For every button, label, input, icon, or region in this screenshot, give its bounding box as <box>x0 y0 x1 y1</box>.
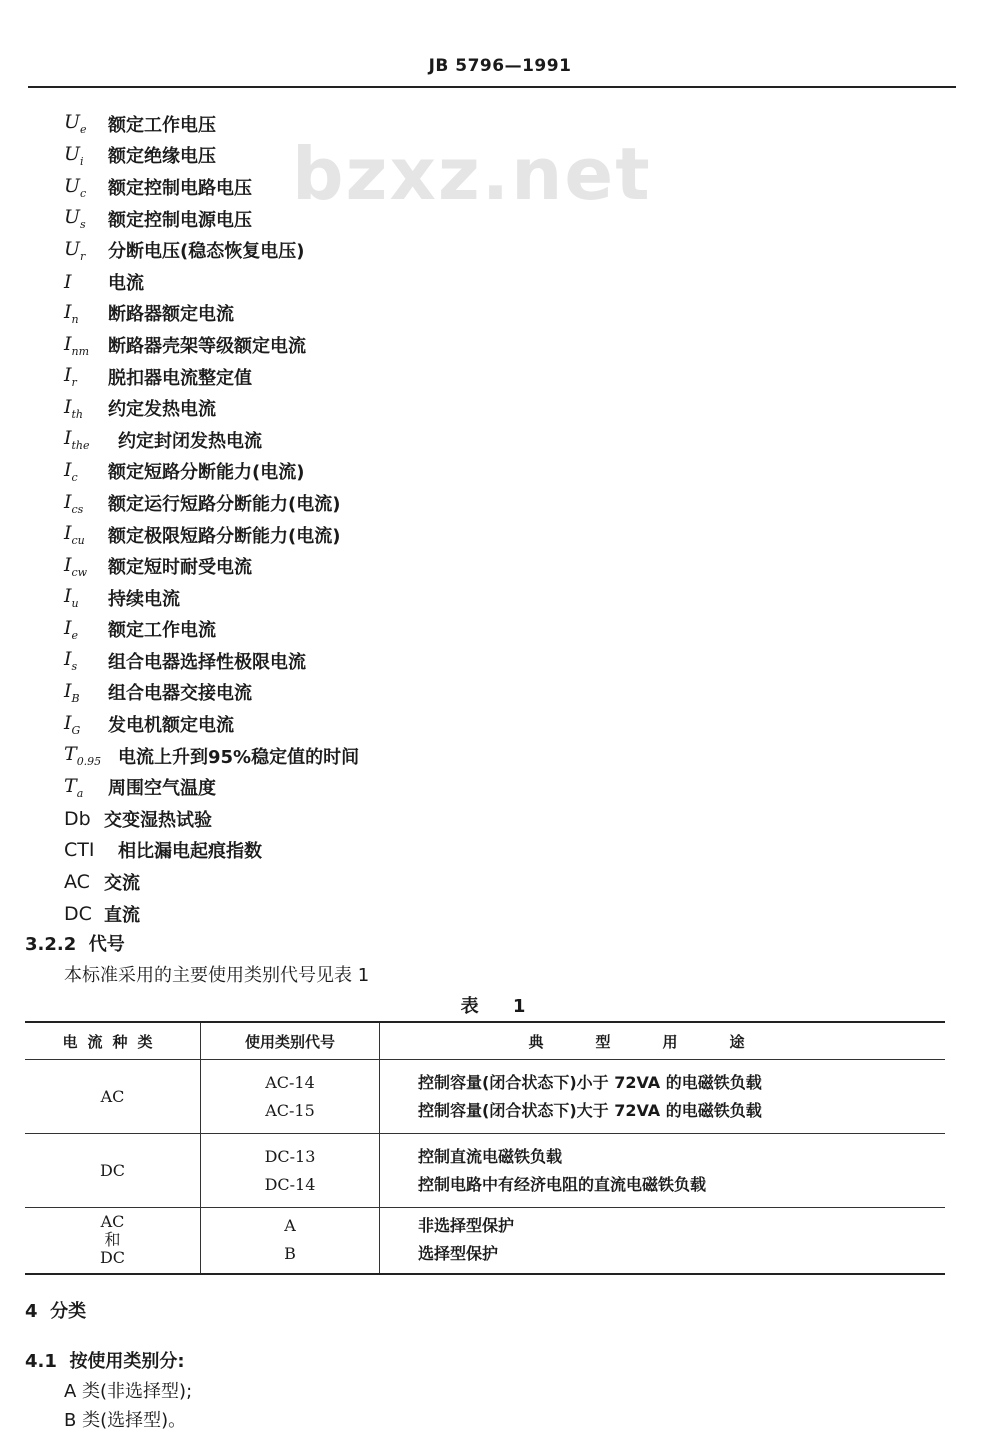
symbol-description: 发电机额定电流 <box>108 715 234 737</box>
symbol-row <box>64 708 624 740</box>
symbol-subscript: th <box>71 407 84 421</box>
symbol-base: DC <box>64 902 92 925</box>
symbol-description: 额定工作电流 <box>108 620 216 642</box>
usage-category-table <box>25 1021 945 1275</box>
symbol-description: 交变湿热试验 <box>104 809 212 831</box>
section-3-2-2-text: 本标准采用的主要使用类别代号见表 1 <box>64 965 370 986</box>
symbol-row <box>64 424 624 456</box>
symbol-base: I <box>64 332 72 355</box>
cell-line: B <box>284 1244 296 1264</box>
symbol-base: U <box>64 142 81 165</box>
table-row <box>25 1134 945 1208</box>
symbol-base: U <box>64 237 81 260</box>
symbol-row <box>64 677 624 709</box>
symbol-base: I <box>64 553 72 576</box>
cell-line: 和 <box>104 1230 121 1250</box>
symbol <box>64 175 108 200</box>
symbol-subscript: r <box>80 249 86 263</box>
symbol <box>64 301 108 326</box>
symbol-subscript: 0.95 <box>76 755 102 769</box>
header-rule <box>28 86 956 88</box>
symbol-description: 额定控制电路电压 <box>108 177 252 199</box>
section-title: 按使用类别分: <box>69 1351 185 1372</box>
symbol-description: 电流上升到95%稳定值的时间 <box>118 746 360 768</box>
symbol-description: 约定封闭发热电流 <box>118 430 262 452</box>
section-title: 代号 <box>88 934 125 955</box>
symbol-row <box>64 771 624 803</box>
symbol-row <box>64 392 624 424</box>
symbol-description: 约定发热电流 <box>108 399 216 421</box>
symbol-description: 相比漏电起痕指数 <box>118 841 262 863</box>
symbol-base: T <box>64 774 77 797</box>
table-cell <box>380 1134 946 1208</box>
cell-line: A <box>284 1216 296 1236</box>
symbol-subscript: nm <box>71 344 90 358</box>
table-header-typical-use: 典型用途 <box>380 1022 946 1060</box>
symbol-subscript: r <box>71 375 77 389</box>
symbol-subscript: cs <box>71 502 84 516</box>
section-title: 分类 <box>50 1301 87 1322</box>
symbol <box>64 396 108 421</box>
symbol-description: 额定极限短路分断能力(电流) <box>108 525 341 547</box>
symbol-row <box>64 803 624 835</box>
symbol-subscript: s <box>80 217 86 231</box>
symbol-base: I <box>64 270 72 293</box>
symbol-subscript: cu <box>71 533 85 547</box>
symbol-row <box>64 266 624 298</box>
cell-line: AC-15 <box>265 1100 315 1120</box>
symbol-base: Db <box>64 807 91 830</box>
symbol-subscript: a <box>76 786 84 800</box>
symbol <box>64 648 108 673</box>
symbol-row <box>64 550 624 582</box>
symbol <box>64 839 118 861</box>
document-number: JB 5796—1991 <box>428 56 572 76</box>
cell-line: DC-14 <box>264 1174 316 1194</box>
symbol-subscript: G <box>71 723 81 737</box>
table-cell <box>201 1060 380 1134</box>
cell-line: 选择型保护 <box>418 1244 499 1264</box>
symbol <box>64 903 104 925</box>
symbol-base: I <box>64 458 72 481</box>
symbol-subscript: n <box>71 312 79 326</box>
symbol <box>64 491 108 516</box>
cell-line: 非选择型保护 <box>418 1216 515 1236</box>
symbol-description: 持续电流 <box>108 588 180 610</box>
symbol-base: I <box>64 427 72 450</box>
symbol-base: I <box>64 680 72 703</box>
symbol <box>64 743 118 768</box>
symbol <box>64 808 104 830</box>
section-3-2-2-heading <box>25 930 125 956</box>
symbol-subscript: s <box>71 660 78 674</box>
cell-line: 控制容量(闭合状态下)大于 72VA 的电磁铁负载 <box>418 1100 762 1120</box>
symbol <box>64 617 108 642</box>
table-cell <box>201 1134 380 1208</box>
cell-line: AC <box>100 1086 125 1106</box>
cell-line: DC <box>99 1248 126 1268</box>
symbol-base: U <box>64 111 81 134</box>
symbol-row <box>64 487 624 519</box>
symbol-description: 直流 <box>104 904 140 926</box>
symbol-description: 额定绝缘电压 <box>108 146 216 168</box>
symbol-base: I <box>64 300 72 323</box>
symbol <box>64 427 118 452</box>
symbol <box>64 206 108 231</box>
section-4-heading <box>25 1297 86 1323</box>
section-number: 4 <box>25 1301 38 1322</box>
symbol-list <box>64 108 624 929</box>
symbol <box>64 238 108 263</box>
symbol-row <box>64 361 624 393</box>
symbol-row <box>64 298 624 330</box>
symbol-description: 组合电器选择性极限电流 <box>108 651 306 673</box>
table-row <box>25 1208 945 1274</box>
cell-line: DC-13 <box>264 1146 316 1166</box>
section-number: 4.1 <box>25 1351 57 1372</box>
symbol <box>64 554 108 579</box>
table-cell <box>25 1060 201 1134</box>
symbol-description: 周围空气温度 <box>108 778 216 800</box>
symbol-subscript: u <box>71 597 79 611</box>
symbol <box>64 871 104 893</box>
symbol-subscript: B <box>71 691 80 705</box>
table-header-category-code: 使用类别代号 <box>201 1022 380 1060</box>
symbol-row <box>64 203 624 235</box>
cell-line: 控制容量(闭合状态下)小于 72VA 的电磁铁负载 <box>418 1072 762 1092</box>
symbol-description: 额定运行短路分断能力(电流) <box>108 493 341 515</box>
table-row <box>25 1060 945 1134</box>
section-4-1-heading <box>25 1347 185 1373</box>
cell-line: 控制直流电磁铁负载 <box>418 1146 563 1166</box>
cell-line: DC <box>99 1160 126 1180</box>
cell-line: AC-14 <box>265 1072 315 1092</box>
symbol-base: T <box>64 743 77 766</box>
symbol-row <box>64 740 624 772</box>
symbol-row <box>64 519 624 551</box>
watermark: bzxz.net <box>292 132 652 216</box>
table-title: 表 1 <box>460 996 540 1017</box>
symbol-row <box>64 171 624 203</box>
class-b-item: B 类(选择型)。 <box>64 1410 187 1431</box>
symbol-row <box>64 234 624 266</box>
table-cell <box>25 1134 201 1208</box>
symbol-base: U <box>64 206 81 229</box>
symbol-subscript: e <box>80 123 87 137</box>
symbol-subscript: c <box>80 186 87 200</box>
symbol-row <box>64 456 624 488</box>
section-number: 3.2.2 <box>25 934 77 955</box>
symbol <box>64 143 108 168</box>
symbol-subscript: cw <box>71 565 88 579</box>
symbol <box>64 271 108 293</box>
symbol-base: I <box>64 648 72 671</box>
symbol <box>64 459 108 484</box>
symbol-base: I <box>64 616 72 639</box>
cell-line: 控制电路中有经济电阻的直流电磁铁负载 <box>418 1174 707 1194</box>
symbol-description: 断路器额定电流 <box>108 304 234 326</box>
symbol-subscript: the <box>71 439 90 453</box>
table-cell <box>380 1060 946 1134</box>
symbol-base: AC <box>64 871 90 894</box>
symbol-row <box>64 140 624 172</box>
symbol-description: 额定短时耐受电流 <box>108 557 252 579</box>
symbol <box>64 775 108 800</box>
symbol <box>64 680 108 705</box>
symbol-description: 电流 <box>108 272 144 294</box>
table-header-current-type: 电流种类 <box>25 1022 201 1060</box>
symbol-base: I <box>64 711 72 734</box>
symbol-description: 额定控制电源电压 <box>108 209 252 231</box>
symbol <box>64 111 108 136</box>
table-cell <box>380 1208 946 1274</box>
symbol-base: I <box>64 364 72 387</box>
class-a-item: A 类(非选择型); <box>64 1381 193 1402</box>
symbol-row <box>64 108 624 140</box>
table-cell <box>201 1208 380 1274</box>
symbol-row <box>64 614 624 646</box>
symbol <box>64 585 108 610</box>
symbol-subscript: e <box>71 628 79 642</box>
symbol-row <box>64 866 624 898</box>
symbol-subscript: i <box>80 154 84 168</box>
symbol-row <box>64 898 624 930</box>
symbol <box>64 522 108 547</box>
symbol-row <box>64 645 624 677</box>
symbol-base: I <box>64 522 72 545</box>
cell-line: AC <box>100 1212 125 1232</box>
symbol-description: 交流 <box>104 873 140 895</box>
symbol-description: 分断电压(稳态恢复电压) <box>108 241 305 263</box>
symbol-base: CTI <box>64 839 95 862</box>
symbol-row <box>64 582 624 614</box>
symbol-description: 组合电器交接电流 <box>108 683 252 705</box>
table-cell <box>25 1208 201 1274</box>
symbol <box>64 364 108 389</box>
symbol-description: 断路器壳架等级额定电流 <box>108 335 306 357</box>
symbol-base: I <box>64 395 72 418</box>
symbol-description: 额定短路分断能力(电流) <box>108 462 305 484</box>
symbol-base: I <box>64 585 72 608</box>
symbol <box>64 333 108 358</box>
symbol-description: 额定工作电压 <box>108 114 216 136</box>
symbol-base: I <box>64 490 72 513</box>
symbol-description: 脱扣器电流整定值 <box>108 367 252 389</box>
symbol-row <box>64 329 624 361</box>
symbol-subscript: c <box>71 470 78 484</box>
symbol-row <box>64 835 624 867</box>
symbol <box>64 712 108 737</box>
symbol-base: U <box>64 174 81 197</box>
